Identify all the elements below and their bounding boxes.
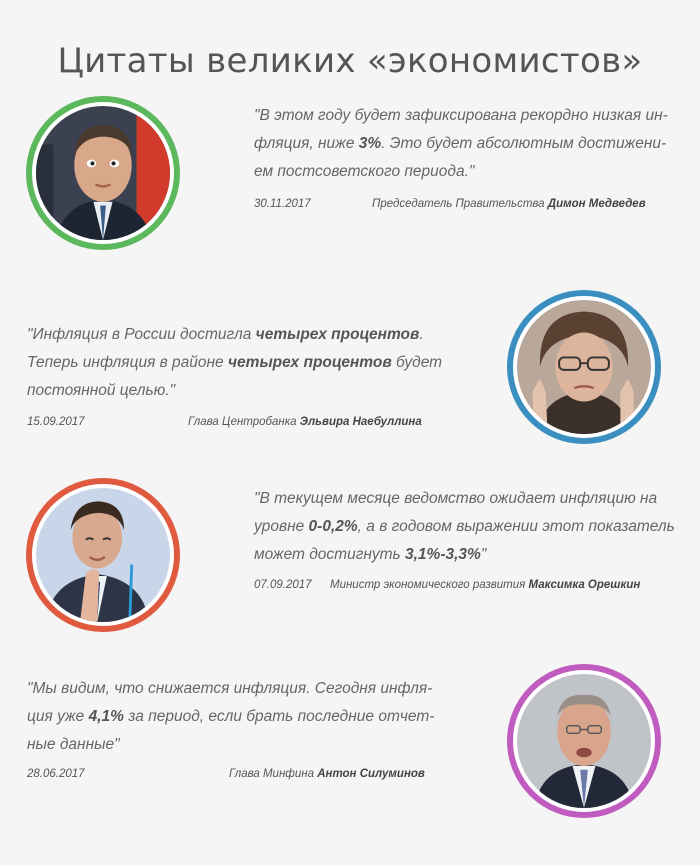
quote-meta bbox=[27, 416, 487, 432]
quote-line: ные данные" bbox=[27, 736, 120, 753]
avatar bbox=[26, 478, 180, 632]
quote-meta bbox=[254, 579, 684, 595]
portrait-image bbox=[36, 106, 170, 240]
avatar bbox=[26, 96, 180, 250]
quote-date: 30.11.2017 bbox=[254, 198, 311, 210]
author-name: Димон Медведев bbox=[547, 198, 646, 210]
author-role: Глава Центробанка bbox=[188, 416, 300, 428]
quote-line: "В текущем месяце ведомство ожидает инфляцию на bbox=[254, 490, 658, 507]
quote-line: ем постсоветского периода." bbox=[254, 163, 475, 180]
quote-author bbox=[188, 416, 422, 428]
author-name: Максимка Орешкин bbox=[528, 579, 641, 591]
quote-line: фляция, ниже 3%. Это будет абсолютным достижени- bbox=[254, 135, 667, 152]
quote-text bbox=[27, 675, 487, 759]
quote-line: "Мы видим, что снижается инфляция. Сегодня инфля- bbox=[27, 680, 433, 697]
avatar bbox=[507, 664, 661, 818]
quote-author bbox=[229, 768, 425, 780]
quote-text bbox=[254, 485, 684, 569]
quote-meta bbox=[254, 198, 684, 214]
quote-date: 28.06.2017 bbox=[27, 768, 85, 780]
quote-meta bbox=[27, 768, 487, 784]
portrait-image bbox=[517, 300, 651, 434]
quote-text bbox=[254, 102, 684, 186]
author-role: Глава Минфина bbox=[229, 768, 318, 780]
avatar bbox=[507, 290, 661, 444]
quote-line: "В этом году будет зафиксирована рекордно низкая ин- bbox=[254, 107, 668, 124]
author-name: Антон Силуминов bbox=[317, 768, 425, 780]
quote-line: может достигнуть 3,1%-3,3%" bbox=[254, 546, 487, 563]
portrait-image bbox=[517, 674, 651, 808]
quote-date: 15.09.2017 bbox=[27, 416, 85, 428]
quote-text bbox=[27, 321, 487, 405]
page-title: Цитаты великих «экономистов» bbox=[57, 40, 643, 81]
quote-line: ция уже 4,1% за период, если брать последние отчет- bbox=[27, 708, 435, 725]
author-role: Председатель Правительства bbox=[372, 198, 548, 210]
quote-line: "Инфляция в России достигла четырех процентов. bbox=[27, 326, 424, 343]
portrait-image bbox=[36, 488, 170, 622]
quote-author bbox=[372, 198, 646, 210]
quote-line: уровне 0-0,2%, а в годовом выражении этот показатель bbox=[254, 518, 675, 535]
author-role: Министр экономического развития bbox=[330, 579, 529, 591]
quote-line: постоянной целью." bbox=[27, 382, 176, 399]
author-name: Эльвира Наебуллина bbox=[299, 416, 422, 428]
quote-line: Теперь инфляция в районе четырех процентов будет bbox=[27, 354, 443, 371]
quote-author bbox=[330, 579, 640, 591]
quote-date: 07.09.2017 bbox=[254, 579, 312, 591]
